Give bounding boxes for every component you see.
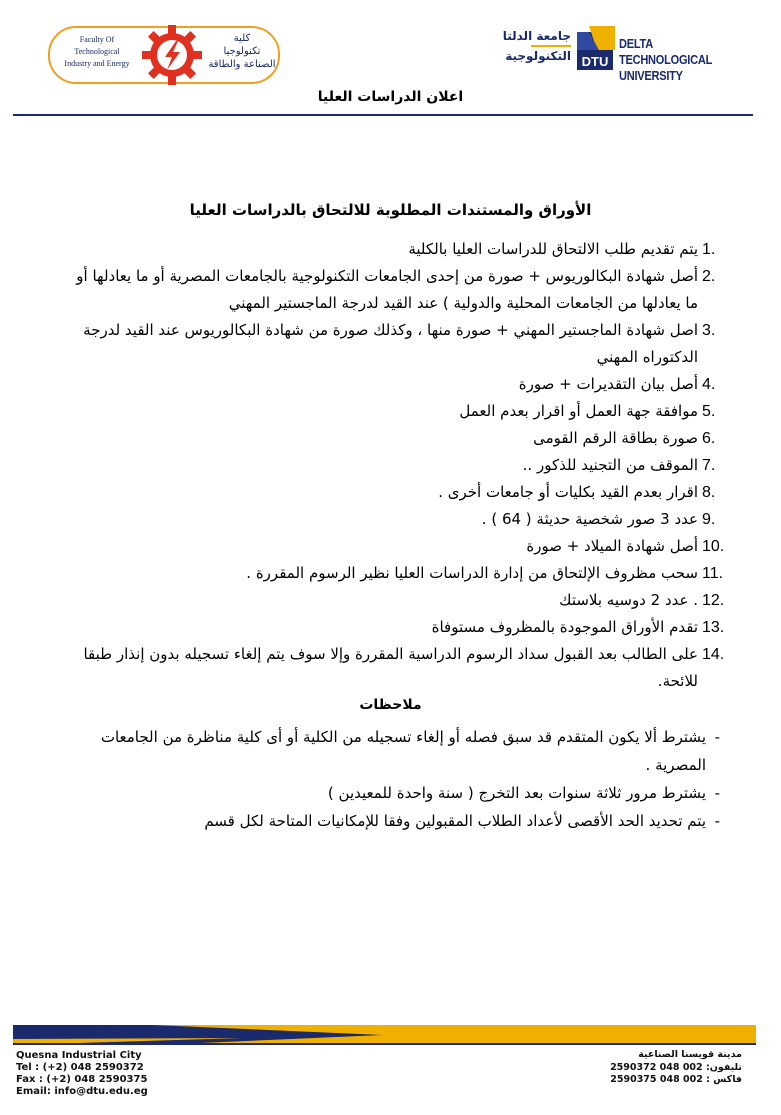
faculty-logo bbox=[48, 26, 280, 84]
note-text: يتم تحديد الحد الأقصى لأعداد الطلاب المقبولين وفقا للإمكانيات المتاحة لكل قسم bbox=[204, 812, 706, 830]
requirement-item bbox=[60, 560, 740, 587]
requirement-item bbox=[60, 641, 740, 695]
document-title: الأوراق والمستندات المطلوبة للالتحاق بالدراسات العليا bbox=[189, 201, 592, 219]
requirement-number: 13. bbox=[702, 619, 725, 636]
note-item bbox=[52, 807, 720, 835]
note-bullet: - bbox=[714, 728, 720, 746]
footer-address-ar: مدينة قويسنا الصناعية bbox=[638, 1049, 742, 1060]
note-item bbox=[52, 779, 720, 807]
requirement-item bbox=[60, 371, 740, 398]
note-text: يشترط مرور ثلاثة سنوات بعد التخرج ( سنة واحدة للمعيدين ) bbox=[327, 784, 706, 802]
requirement-item bbox=[60, 533, 740, 560]
footer-contact-english bbox=[16, 1050, 148, 1098]
faculty-name-english bbox=[56, 34, 138, 70]
university-name-english bbox=[619, 36, 735, 84]
university-name-arabic bbox=[485, 28, 571, 64]
note-text: يشترط ألا يكون المتقدم قد سبق فصله أو إلغاء تسجيله من الكلية أو أى كلية مناظرة من الجامعات المصرية . bbox=[100, 728, 706, 774]
notes-heading: ملاحظات bbox=[359, 697, 422, 713]
requirement-text: الموقف من التجنيد للذكور .. bbox=[522, 456, 698, 474]
requirement-text: صورة بطاقة الرقم القومى bbox=[533, 429, 698, 447]
requirement-text: أصل شهادة البكالوريوس + صورة من إحدى الجامعات التكنولوجية بالجامعات المصرية أو ما يعادلها أو ما يعادلها من الجامعات المحلية والدولية ) عند القيد لدرجة الماجستير المهني bbox=[76, 267, 698, 312]
requirement-text: اقرار بعدم القيد بكليات أو جامعات أخرى . bbox=[438, 483, 698, 501]
footer-email: Email: info@dtu.edu.eg bbox=[16, 1086, 148, 1097]
requirement-number: 14. bbox=[702, 646, 725, 663]
footer-decorative-band bbox=[13, 1025, 756, 1045]
faculty-name-arabic bbox=[208, 32, 276, 71]
university-en-line: UNIVERSITY bbox=[619, 68, 683, 83]
requirement-number: 9. bbox=[702, 511, 716, 528]
note-item bbox=[52, 723, 720, 779]
faculty-ar-line: الصناعة والطاقة bbox=[208, 59, 276, 70]
requirement-number: 3. bbox=[702, 322, 716, 339]
notes-list bbox=[52, 723, 720, 835]
requirement-item bbox=[60, 452, 740, 479]
faculty-ar-line: كلية bbox=[233, 33, 251, 44]
requirement-number: 1. bbox=[702, 241, 716, 258]
university-en-line: DELTA TECHNOLOGICAL bbox=[619, 36, 713, 67]
requirement-text: يتم تقديم طلب الالتحاق للدراسات العليا بالكلية bbox=[408, 240, 698, 258]
logo-accent-line bbox=[531, 45, 571, 47]
requirement-text: . عدد 2 دوسيه بلاستك bbox=[559, 591, 698, 609]
requirement-number: 4. bbox=[702, 376, 716, 393]
footer-phone-ar: تليفون: 002 048 2590372 bbox=[610, 1061, 742, 1073]
footer-phone: Tel : (+2) 048 2590372 bbox=[16, 1062, 144, 1073]
requirement-text: اصل شهادة الماجستير المهني + صورة منها ، وكذلك صورة من شهادة البكالوريوس عند القيد لدرجة الدكتوراه المهني bbox=[83, 321, 698, 366]
requirement-number: 6. bbox=[702, 430, 716, 447]
requirement-item bbox=[60, 479, 740, 506]
requirement-text: على الطالب بعد القبول سداد الرسوم الدراسية المقررة وإلا سوف يتم إلغاء تسجيله بدون إنذار طبقا للائحة. bbox=[83, 645, 698, 690]
dtu-emblem-icon bbox=[575, 26, 615, 72]
dtu-emblem-text: DTU bbox=[581, 54, 609, 69]
note-bullet: - bbox=[714, 784, 720, 802]
requirement-item bbox=[60, 587, 740, 614]
note-bullet: - bbox=[714, 812, 720, 830]
university-ar-line: جامعة الدلتا bbox=[502, 29, 571, 43]
footer-fax: Fax : (+2) 048 2590375 bbox=[16, 1074, 148, 1085]
university-logo bbox=[485, 26, 755, 83]
requirement-text: تقدم الأوراق الموجودة بالمظروف مستوفاة bbox=[431, 618, 698, 636]
faculty-en-line: Technological bbox=[74, 47, 120, 56]
faculty-en-line: Industry and Energy bbox=[64, 59, 130, 68]
requirement-number: 2. bbox=[702, 268, 716, 285]
gear-bolt-icon bbox=[138, 21, 206, 89]
requirement-item bbox=[60, 317, 740, 371]
page-header-title: اعلان الدراسات العليا bbox=[317, 89, 464, 105]
footer-fax-ar: فاكس : 002 048 2590375 bbox=[610, 1074, 742, 1085]
faculty-en-line: Faculty Of bbox=[79, 35, 115, 44]
requirement-item bbox=[60, 425, 740, 452]
requirement-item bbox=[60, 236, 740, 263]
footer-contact-arabic bbox=[610, 1049, 742, 1087]
header-divider bbox=[13, 114, 753, 116]
requirement-text: أصل شهادة الميلاد + صورة bbox=[526, 537, 698, 555]
requirement-number: 11. bbox=[702, 565, 724, 582]
requirement-number: 5. bbox=[702, 403, 716, 420]
requirement-number: 12. bbox=[702, 592, 725, 609]
requirement-item bbox=[60, 506, 740, 533]
requirement-item bbox=[60, 614, 740, 641]
faculty-ar-line: تكنولوجيا bbox=[223, 46, 261, 57]
requirements-list bbox=[60, 236, 740, 695]
requirement-text: أصل بيان التقديرات + صورة bbox=[518, 375, 698, 393]
requirement-text: عدد 3 صور شخصية حديثة ( 64 ) . bbox=[481, 510, 698, 528]
requirement-number: 7. bbox=[702, 457, 716, 474]
requirement-number: 8. bbox=[702, 484, 716, 501]
requirement-text: سحب مظروف الإلتحاق من إدارة الدراسات العليا نظير الرسوم المقررة . bbox=[246, 564, 698, 582]
requirement-item bbox=[60, 398, 740, 425]
requirement-item bbox=[60, 263, 740, 317]
university-ar-line: التكنولوجية bbox=[505, 49, 571, 63]
requirement-number: 10. bbox=[702, 538, 725, 555]
requirement-text: موافقة جهة العمل أو اقرار بعدم العمل bbox=[459, 402, 698, 420]
footer-address: Quesna Industrial City bbox=[16, 1050, 142, 1061]
